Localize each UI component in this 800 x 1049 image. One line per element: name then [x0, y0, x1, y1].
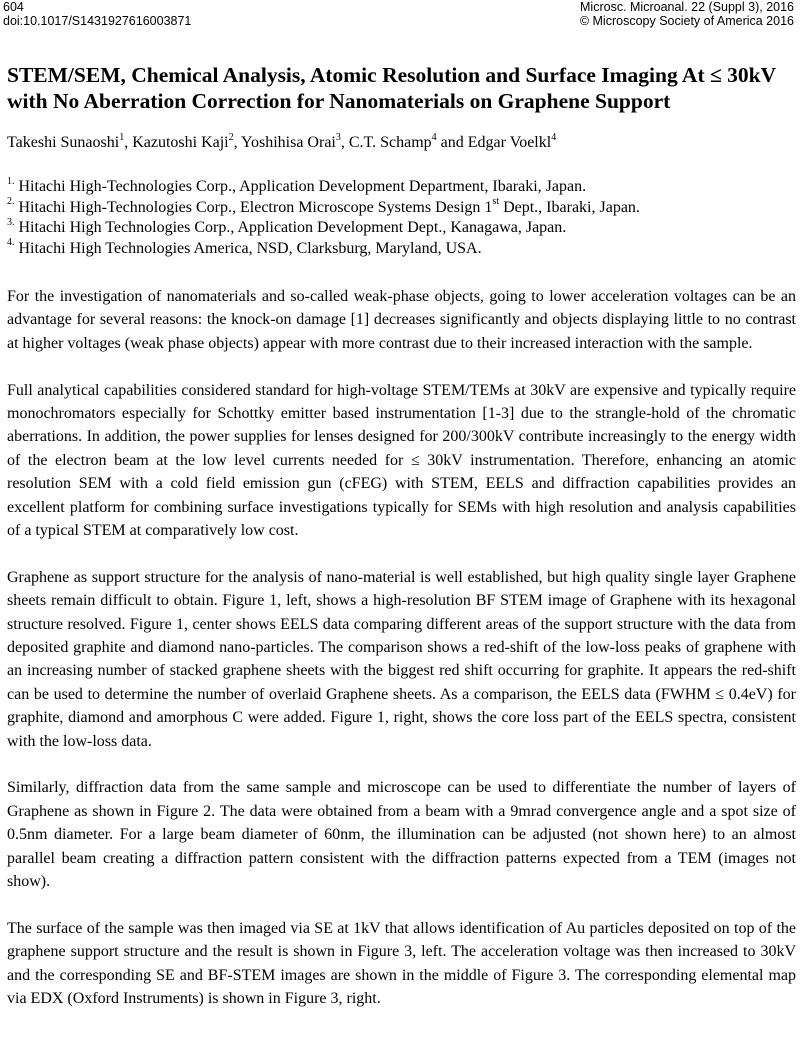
body-paragraph-5: The surface of the sample was then imaged via SE at 1kV that allows identification of Au particles deposited on top of the graphene support structure and the result is shown in Figure 3, left. The acceleration voltage was then increased to 30kV and the corresponding SE and BF-STEM images are shown in the middle of Figure 3. The corresponding elemental map via EDX (Oxford Instruments) is shown in Figure 3, right. — [7, 919, 796, 1008]
author: Kazutoshi Kaji$^2$, — [132, 131, 242, 151]
affiliation-4: $^{4.}$ Hitachi High Technologies America, NSD, Clarksburg, Maryland, USA. — [7, 237, 482, 257]
author: Yoshihisa Orai$^3$, — [241, 131, 349, 151]
affiliation-2: $^{2.}$ Hitachi High-Technologies Corp., Electron Microscope Systems Design 1st Dept., Ibaraki, Japan. — [7, 196, 640, 216]
body-paragraph-4: Similarly, diffraction data from the same sample and microscope can be used to differentiate the number of layers of Graphene as shown in Figure 2. The data were obtained from a beam with a 9mrad convergence angle and a spot size of 0.5nm diameter. For a large beam diameter of 60nm, the illumination can be adjusted (not shown here) to an almost parallel beam creating a diffraction pattern consistent with the diffraction patterns expected from a TEM (images not show). — [7, 779, 796, 891]
body-paragraph-1: For the investigation of nanomaterials and so-called weak-phase objects, going to lower acceleration voltages can be an advantage for several reasons: the knock-on damage [1] decreases significantly and objects displaying little to no contrast at higher voltages (weak phase objects) appear with more contrast due to their increased interaction with the sample. — [7, 288, 796, 352]
author-list — [7, 133, 797, 153]
body-paragraph-3: Graphene as support structure for the analysis of nano-material is well established, but high quality single layer Graphene sheets remain difficult to obtain. Figure 1, left, shows a high-resolution BF STEM image of Graphene with its hexagonal structure resolved. Figure 1, center shows EELS data comparing different areas of the support structure with the data from deposited graphite and diamond nano-particles. The comparison shows a red-shift of the low-loss peaks of graphene with an increasing number of stacked graphene sheets with the biggest red shift occurring for graphite. It appears the red-shift can be used to determine the number of overlaid Graphene sheets. As a comparison, the EELS data (FWHM ≤ 0.4eV) for graphite, diamond and amorphous C were added. Figure 1, right, shows the core loss part of the EELS spectra, consistent with the low-loss data. — [7, 568, 796, 750]
author: Takeshi Sunaoshi$^1$, — [7, 131, 133, 151]
abstract-body — [7, 285, 796, 1034]
paper-title: STEM/SEM, Chemical Analysis, Atomic Resolution and Surface Imaging At ≤ 30kV with No Aberration Correction for Nanomaterials on Graphene Support — [7, 63, 776, 113]
author: C.T. Schamp$^4$ and — [348, 131, 468, 151]
journal-citation: Microsc. Microanal. 22 (Suppl 3), 2016 — [580, 0, 794, 14]
author: Edgar Voelkl$^4$ — [467, 131, 557, 151]
copyright: © Microscopy Society of America 2016 — [579, 14, 794, 28]
body-paragraph-2: Full analytical capabilities considered standard for high-voltage STEM/TEMs at 30kV are expensive and typically require monochromators especially for Schottky emitter based instrumentation [1-3] due to the strangle-hold of the chromatic aberrations. In addition, the power supplies for lenses designed for 200/300kV contribute increasingly to the energy width of the electron beam at the low level currents needed for ≤ 30kV instrumentation. Therefore, enhancing an atomic resolution SEM with a cold field emission gun (cFEG) with STEM, EELS and diffraction capabilities provides an excellent platform for combining surface investigations typically for SEMs with high resolution and analysis capabilities of a typical STEM at comparatively low cost. — [7, 381, 796, 540]
affiliation-3: $^{3.}$ Hitachi High Technologies Corp., Application Development Dept., Kanagawa, Japan. — [7, 216, 567, 236]
affiliation-1: $^{1.}$ Hitachi High-Technologies Corp., Application Development Department, Ibaraki, Japan. — [7, 175, 587, 195]
page-number: 604 — [3, 0, 24, 14]
affiliation-list — [7, 177, 797, 259]
doi: doi:10.1017/S1431927616003871 — [3, 14, 192, 28]
